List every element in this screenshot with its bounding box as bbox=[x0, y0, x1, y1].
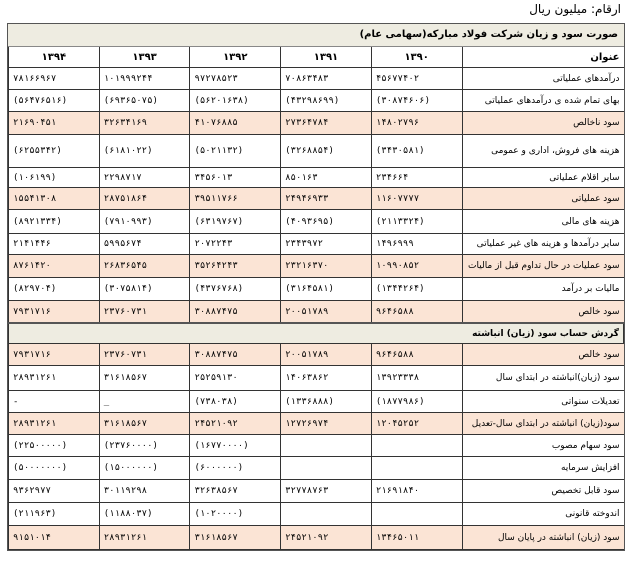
row-label: سود خالص bbox=[462, 344, 624, 366]
cell-value: ۲۲۹۸۷۱۷ bbox=[99, 168, 190, 188]
cell-value: (۷۳۸۰۳۸) bbox=[190, 391, 281, 413]
row-label: هزینه های مالی bbox=[462, 210, 624, 234]
table-row bbox=[9, 457, 624, 480]
cell-value: ۹۳۶۲۹۷۷ bbox=[9, 480, 100, 503]
cell-value bbox=[371, 457, 462, 480]
cell-value: ۲۴۵۲۱۰۹۲ bbox=[281, 526, 372, 550]
section-row bbox=[9, 323, 624, 344]
cell-value bbox=[371, 435, 462, 457]
table-row bbox=[9, 188, 624, 210]
cell-value: (۴۳۷۶۷۶۸) bbox=[190, 278, 281, 301]
table-row bbox=[9, 135, 624, 168]
row-label: بهای تمام شده ی درآمدهای عملیاتی bbox=[462, 90, 624, 112]
cell-value: ۱۱۶۰۷۷۷۷ bbox=[371, 188, 462, 210]
cell-value: ۸۷۶۱۴۲۰ bbox=[9, 255, 100, 278]
cell-value: (۲۱۱۹۶۳) bbox=[9, 503, 100, 526]
cell-value: (۶۰۰۰۰۰۰) bbox=[190, 457, 281, 480]
row-label: سایر درآمدها و هزینه های غیر عملیاتی bbox=[462, 234, 624, 255]
row-label: افزایش سرمایه bbox=[462, 457, 624, 480]
cell-value: ۱۰۹۹۰۸۵۲ bbox=[371, 255, 462, 278]
table-row bbox=[9, 278, 624, 301]
row-label: مالیات بر درآمد bbox=[462, 278, 624, 301]
cell-value: (۱۳۳۶۸۸۸) bbox=[281, 391, 372, 413]
table-row bbox=[9, 234, 624, 255]
cell-value: (۲۲۵۰۰۰۰۰) bbox=[9, 435, 100, 457]
cell-value: ۷۸۱۶۶۹۶۷ bbox=[9, 68, 100, 90]
row-label: سود ناخالص bbox=[462, 112, 624, 135]
row-label: سود (زیان) انباشته در پایان سال bbox=[462, 526, 624, 550]
header-year: ۱۳۹۲ bbox=[190, 47, 281, 68]
cell-value: (۱۰۶۱۹۹) bbox=[9, 168, 100, 188]
table-row bbox=[9, 391, 624, 413]
cell-value: ۱۴۹۶۹۹۹ bbox=[371, 234, 462, 255]
cell-value: (۶۹۳۶۵۰۷۵) bbox=[99, 90, 190, 112]
cell-value: (۳۲۶۸۸۵۴) bbox=[281, 135, 372, 168]
header-label: عنوان bbox=[462, 47, 624, 68]
table-row bbox=[9, 366, 624, 391]
cell-value: (۵۶۲۰۱۶۳۸) bbox=[190, 90, 281, 112]
cell-value: ۱۲۷۲۶۹۷۴ bbox=[281, 413, 372, 435]
cell-value bbox=[371, 503, 462, 526]
cell-value: (۷۹۱۰۹۹۳) bbox=[99, 210, 190, 234]
cell-value: ۲۵۲۵۹۱۳۰ bbox=[190, 366, 281, 391]
table-row bbox=[9, 68, 624, 90]
header-year: ۱۳۹۳ bbox=[99, 47, 190, 68]
cell-value: (۳۴۳۰۵۸۱) bbox=[371, 135, 462, 168]
cell-value: ۵۹۹۵۶۷۴ bbox=[99, 234, 190, 255]
cell-value: (۶۲۵۵۳۴۲) bbox=[9, 135, 100, 168]
cell-value: ۱۳۹۲۳۳۳۸ bbox=[371, 366, 462, 391]
cell-value: ۲۳۴۳۹۷۲ bbox=[281, 234, 372, 255]
cell-value: ۲۸۹۳۱۲۶۱ bbox=[9, 366, 100, 391]
row-label: درآمدهای عملیاتی bbox=[462, 68, 624, 90]
cell-value: ۲۳۲۱۶۳۷۰ bbox=[281, 255, 372, 278]
row-label: سود عملیاتی bbox=[462, 188, 624, 210]
cell-value: ۷۹۳۱۷۱۶ bbox=[9, 301, 100, 324]
cell-value: ۲۰۰۵۱۷۸۹ bbox=[281, 301, 372, 324]
income-statement-sheet bbox=[7, 23, 625, 551]
cell-value: ۱۳۴۶۵۰۱۱ bbox=[371, 526, 462, 550]
cell-value: ۳۰۸۸۷۴۷۵ bbox=[190, 301, 281, 324]
table-row bbox=[9, 413, 624, 435]
cell-value: ۳۱۶۱۸۵۶۷ bbox=[190, 526, 281, 550]
cell-value: ۲۱۶۹۰۴۵۱ bbox=[9, 112, 100, 135]
cell-value: (۸۹۲۱۳۳۴) bbox=[9, 210, 100, 234]
cell-value: ۴۱۰۷۶۸۸۵ bbox=[190, 112, 281, 135]
cell-value: (۳۰۷۵۸۱۴) bbox=[99, 278, 190, 301]
row-label: هزینه های فروش، اداری و عمومی bbox=[462, 135, 624, 168]
cell-value: (۱۰۲۰۰۰۰) bbox=[190, 503, 281, 526]
cell-value: ۱۴۰۶۳۸۶۲ bbox=[281, 366, 372, 391]
cell-value: (۵۰۲۱۱۳۲) bbox=[190, 135, 281, 168]
table-row bbox=[9, 480, 624, 503]
cell-value: ۷۰۸۶۳۴۸۳ bbox=[281, 68, 372, 90]
header-year: ۱۳۹۰ bbox=[371, 47, 462, 68]
cell-value: ۲۷۳۶۴۷۸۴ bbox=[281, 112, 372, 135]
header-row bbox=[9, 47, 624, 68]
cell-value: (۶۱۸۱۰۲۲) bbox=[99, 135, 190, 168]
cell-value: ۲۱۶۹۱۸۴۰ bbox=[371, 480, 462, 503]
cell-value bbox=[281, 435, 372, 457]
cell-value: ۳۰۱۱۹۲۹۸ bbox=[99, 480, 190, 503]
row-label: سایر اقلام عملیاتی bbox=[462, 168, 624, 188]
cell-value: ۳۵۲۶۴۲۴۳ bbox=[190, 255, 281, 278]
cell-value: _ bbox=[99, 391, 190, 413]
row-label: سود (زیان)انباشته در ابتدای سال bbox=[462, 366, 624, 391]
row-label: سود(زیان) انباشته در ابتدای سال-تعدیل bbox=[462, 413, 624, 435]
cell-value: ۳۱۶۱۸۵۶۷ bbox=[99, 413, 190, 435]
cell-value: ۹۷۲۷۸۵۲۳ bbox=[190, 68, 281, 90]
table-row bbox=[9, 503, 624, 526]
cell-value: ۹۱۵۱۰۱۴ bbox=[9, 526, 100, 550]
table-row bbox=[9, 344, 624, 366]
cell-value: ۲۰۰۵۱۷۸۹ bbox=[281, 344, 372, 366]
cell-value: ۲۰۷۲۲۴۳ bbox=[190, 234, 281, 255]
cell-value: ۲۳۷۶۰۷۳۱ bbox=[99, 344, 190, 366]
cell-value: (۱۳۴۴۲۶۴) bbox=[371, 278, 462, 301]
row-label: تعدیلات سنواتی bbox=[462, 391, 624, 413]
table-row bbox=[9, 255, 624, 278]
row-label: سود قابل تخصیص bbox=[462, 480, 624, 503]
cell-value: ۳۲۶۳۴۱۶۹ bbox=[99, 112, 190, 135]
cell-value: ۳۹۵۱۱۷۶۶ bbox=[190, 188, 281, 210]
table-row bbox=[9, 301, 624, 324]
cell-value: ۱۴۸۰۲۷۹۶ bbox=[371, 112, 462, 135]
cell-value: (۲۱۱۳۳۲۴) bbox=[371, 210, 462, 234]
cell-value: ۲۴۹۴۶۹۳۳ bbox=[281, 188, 372, 210]
cell-value: ۱۲۰۴۵۲۵۲ bbox=[371, 413, 462, 435]
row-label: سود عملیات در حال تداوم قبل از مالیات bbox=[462, 255, 624, 278]
cell-value: (۳۱۶۴۵۸۱) bbox=[281, 278, 372, 301]
cell-value: (۶۳۱۹۷۶۷) bbox=[190, 210, 281, 234]
cell-value: ۳۱۶۱۸۵۶۷ bbox=[99, 366, 190, 391]
cell-value: ۸۵۰۱۶۳ bbox=[281, 168, 372, 188]
cell-value: ۲۶۸۳۶۵۴۵ bbox=[99, 255, 190, 278]
cell-value: ۹۶۴۶۵۸۸ bbox=[371, 344, 462, 366]
statement-body bbox=[9, 47, 624, 550]
cell-value: ۹۶۴۶۵۸۸ bbox=[371, 301, 462, 324]
table-row bbox=[9, 526, 624, 550]
cell-value: ۷۹۳۱۷۱۶ bbox=[9, 344, 100, 366]
cell-value bbox=[281, 503, 372, 526]
cell-value: ۱۵۵۴۱۳۰۸ bbox=[9, 188, 100, 210]
cell-value: ۳۲۶۳۸۵۶۷ bbox=[190, 480, 281, 503]
cell-value: (۱۸۷۷۹۸۶) bbox=[371, 391, 462, 413]
row-label: سود سهام مصوب bbox=[462, 435, 624, 457]
cell-value: (۳۰۸۷۴۶۰۶) bbox=[371, 90, 462, 112]
statement-table bbox=[8, 47, 624, 550]
table-row bbox=[9, 90, 624, 112]
cell-value: (۲۳۷۶۰۰۰۰) bbox=[99, 435, 190, 457]
row-label: اندوخته قانونی bbox=[462, 503, 624, 526]
cell-value bbox=[281, 457, 372, 480]
cell-value: (۵۰۰۰۰۰۰۰) bbox=[9, 457, 100, 480]
cell-value: (۱۱۸۸۰۳۷) bbox=[99, 503, 190, 526]
unit-note: ارقام: میلیون ریال bbox=[529, 2, 621, 16]
cell-value: ۲۳۷۶۰۷۳۱ bbox=[99, 301, 190, 324]
cell-value: ۳۰۸۸۷۴۷۵ bbox=[190, 344, 281, 366]
cell-value: ۲۸۹۳۱۲۶۱ bbox=[99, 526, 190, 550]
cell-value: ۲۱۴۱۴۴۶ bbox=[9, 234, 100, 255]
header-year: ۱۳۹۴ bbox=[9, 47, 100, 68]
cell-value: (۴۰۹۳۶۹۵) bbox=[281, 210, 372, 234]
cell-value: ۲۸۹۳۱۲۶۱ bbox=[9, 413, 100, 435]
cell-value: ۱۰۱۹۹۹۲۴۴ bbox=[99, 68, 190, 90]
cell-value: (۴۳۲۹۸۶۹۹) bbox=[281, 90, 372, 112]
header-year: ۱۳۹۱ bbox=[281, 47, 372, 68]
cell-value: (۱۶۷۷۰۰۰۰) bbox=[190, 435, 281, 457]
cell-value: ۲۴۵۲۱۰۹۲ bbox=[190, 413, 281, 435]
table-row bbox=[9, 168, 624, 188]
statement-title: صورت سود و زیان شرکت فولاد مبارکه(سهامی عام) bbox=[8, 24, 624, 47]
cell-value: ۴۵۶۷۷۴۰۲ bbox=[371, 68, 462, 90]
cell-value: (۱۵۰۰۰۰۰۰) bbox=[99, 457, 190, 480]
cell-value: ۲۳۴۶۶۴ bbox=[371, 168, 462, 188]
cell-value: ۳۲۷۷۸۷۶۳ bbox=[281, 480, 372, 503]
table-row bbox=[9, 112, 624, 135]
cell-value: (۵۶۴۷۶۵۱۶) bbox=[9, 90, 100, 112]
row-label: سود خالص bbox=[462, 301, 624, 324]
table-row bbox=[9, 210, 624, 234]
cell-value: ۲۸۷۵۱۸۶۴ bbox=[99, 188, 190, 210]
table-row bbox=[9, 435, 624, 457]
cell-value: - bbox=[9, 391, 100, 413]
cell-value: (۸۲۹۷۰۴) bbox=[9, 278, 100, 301]
cell-value: ۳۴۵۶۰۱۳ bbox=[190, 168, 281, 188]
section-title: گردش حساب سود (زیان) انباشته bbox=[9, 323, 624, 344]
